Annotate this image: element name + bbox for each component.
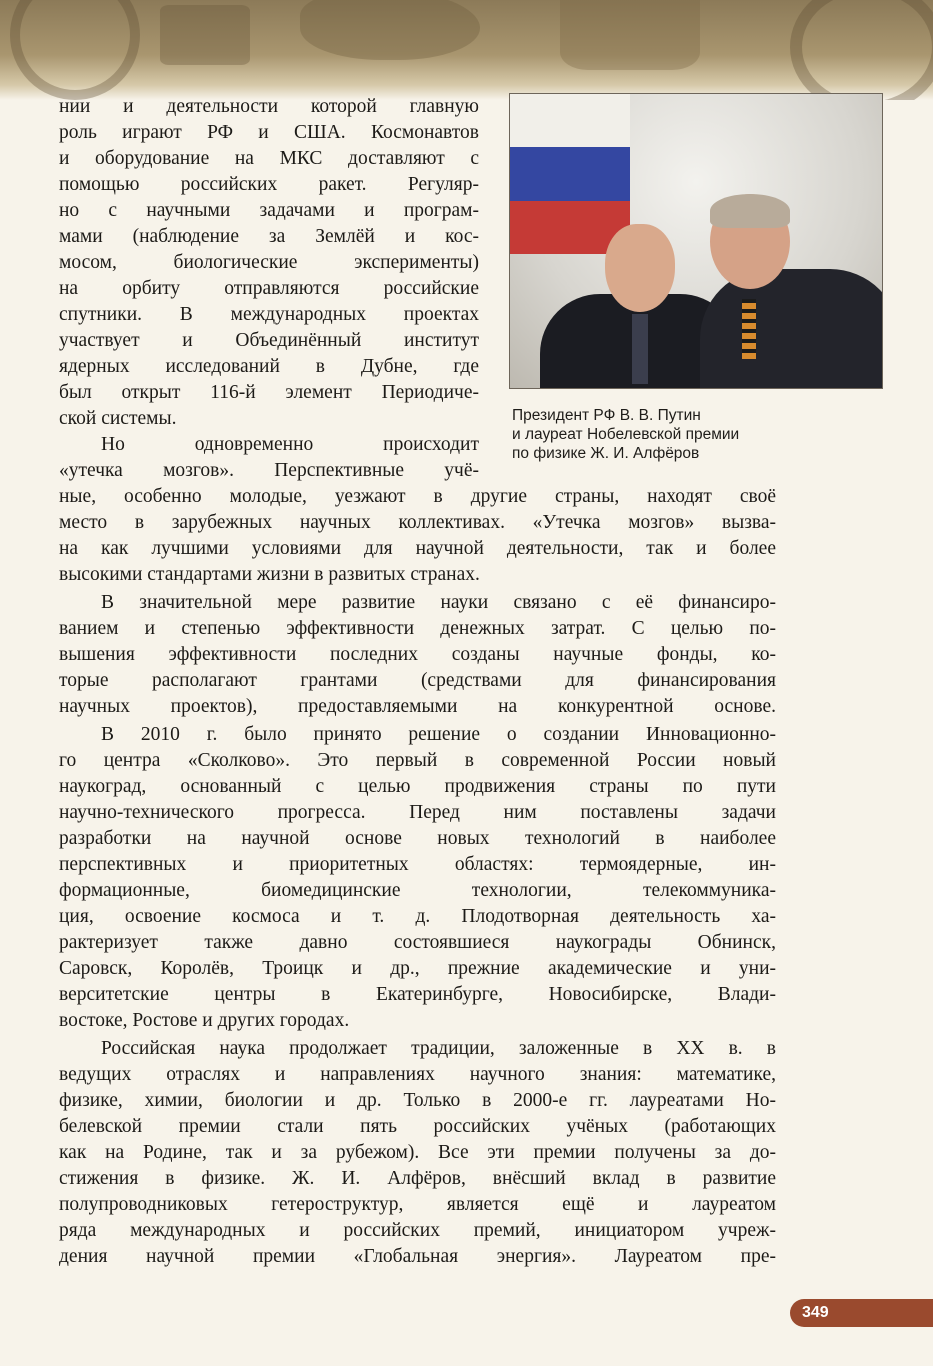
text-line: роль играют РФ и США. Космонавтов — [59, 122, 479, 143]
photo-caption — [512, 406, 882, 463]
text-line: место в зарубежных научных коллективах. «Утечка мозгов» вызва- — [59, 512, 776, 533]
text-line: белевской премии стали пять российских учёных (работающих — [59, 1116, 776, 1137]
header-ornament — [10, 0, 140, 100]
text-line: физике, химии, биологии и др. Только в 2000-е гг. лауреатами Но- — [59, 1090, 776, 1111]
text-line: ядерных исследований в Дубне, где — [59, 356, 479, 377]
text-line: го центра «Сколково». Это первый в современной России новый — [59, 750, 776, 771]
text-line: В 2010 г. было принято решение о создании Инновационно- — [101, 724, 776, 745]
text-line: формационные, биомедицинские технологии, телекоммуника- — [59, 880, 776, 901]
text-line: спутники. В международных проектах — [59, 304, 479, 325]
text-line: ция, освоение космоса и т. д. Плодотворная деятельность ха- — [59, 906, 776, 927]
text-line: помощью российских ракет. Регуляр- — [59, 174, 479, 195]
text-line: научно-технического прогресса. Перед ним поставлены задачи — [59, 802, 776, 823]
text-line: ряда международных и российских премий, инициатором учреж- — [59, 1220, 776, 1241]
order-ribbon — [742, 299, 756, 359]
text-line: на орбиту отправляются российские — [59, 278, 479, 299]
text-line: ведущих отраслях и направлениях научного знания: математике, — [59, 1064, 776, 1085]
tie — [632, 314, 648, 384]
text-line: мосом, биологические эксперименты) — [59, 252, 479, 273]
text-line: рактеризует также давно состоявшиеся наукограды Обнинск, — [59, 932, 776, 953]
text-line: ской системы. — [59, 408, 177, 429]
text-line: нии и деятельности которой главную — [59, 96, 479, 117]
text-line: как на Родине, так и за рубежом). Все эти премии получены за до- — [59, 1142, 776, 1163]
text-line: разработки на научной основе новых технологий в наиболее — [59, 828, 776, 849]
text-line: полупроводниковых гетероструктур, является ещё и лауреатом — [59, 1194, 776, 1215]
text-line: стижения в физике. Ж. И. Алфёров, внёсший вклад в развитие — [59, 1168, 776, 1189]
person-left-head — [605, 224, 675, 312]
text-line: торые располагают грантами (средствами для финансирования — [59, 670, 776, 691]
page-number-badge: 349 — [790, 1299, 933, 1327]
decorative-header-band — [0, 0, 933, 100]
text-line: ванием и степенью эффективности денежных затрат. С целью по- — [59, 618, 776, 639]
text-line: высокими стандартами жизни в развитых странах. — [59, 564, 480, 585]
person-right — [700, 269, 883, 389]
header-ornament — [300, 0, 480, 60]
text-line: Саровск, Королёв, Троицк и др., прежние академические и уни- — [59, 958, 776, 979]
caption-line: и лауреат Нобелевской премии — [512, 426, 740, 443]
header-ornament — [560, 0, 700, 70]
text-line: перспективных и приоритетных областях: термоядерные, ин- — [59, 854, 776, 875]
text-line: на как лучшими условиями для научной деятельности, так и более — [59, 538, 776, 559]
header-ornament — [160, 5, 250, 65]
text-line: «утечка мозгов». Перспективные учё- — [59, 460, 479, 481]
text-line: мами (наблюдение за Землёй и кос- — [59, 226, 479, 247]
text-line: но с научными задачами и програм- — [59, 200, 479, 221]
text-line: научных проектов), предоставляемыми на конкурентной основе. — [59, 696, 776, 717]
photo-putin-alferov — [509, 93, 883, 389]
text-line: верситетские центры в Екатеринбурге, Новосибирске, Влади- — [59, 984, 776, 1005]
caption-line: Президент РФ В. В. Путин — [512, 407, 701, 424]
text-line: участвует и Объединённый институт — [59, 330, 479, 351]
header-ornament — [790, 0, 933, 100]
text-line: дения научной премии «Глобальная энергия». Лауреатом пре- — [59, 1246, 776, 1267]
text-line: Но одновременно происходит — [101, 434, 479, 455]
text-line: В значительной мере развитие науки связано с её финансиро- — [101, 592, 776, 613]
text-line: востоке, Ростове и других городах. — [59, 1010, 350, 1031]
text-line: Российская наука продолжает традиции, заложенные в XX в. в — [101, 1038, 776, 1059]
text-line: был открыт 116-й элемент Периодиче- — [59, 382, 479, 403]
text-line: и оборудование на МКС доставляют с — [59, 148, 479, 169]
text-line: ные, особенно молодые, уезжают в другие страны, находят своё — [59, 486, 776, 507]
text-line: вышения эффективности последних созданы научные фонды, ко- — [59, 644, 776, 665]
russian-flag — [510, 94, 630, 254]
person-right-hair — [710, 194, 790, 228]
text-line: наукоград, основанный с целью продвижения страны по пути — [59, 776, 776, 797]
caption-line: по физике Ж. И. Алфёров — [512, 445, 700, 462]
